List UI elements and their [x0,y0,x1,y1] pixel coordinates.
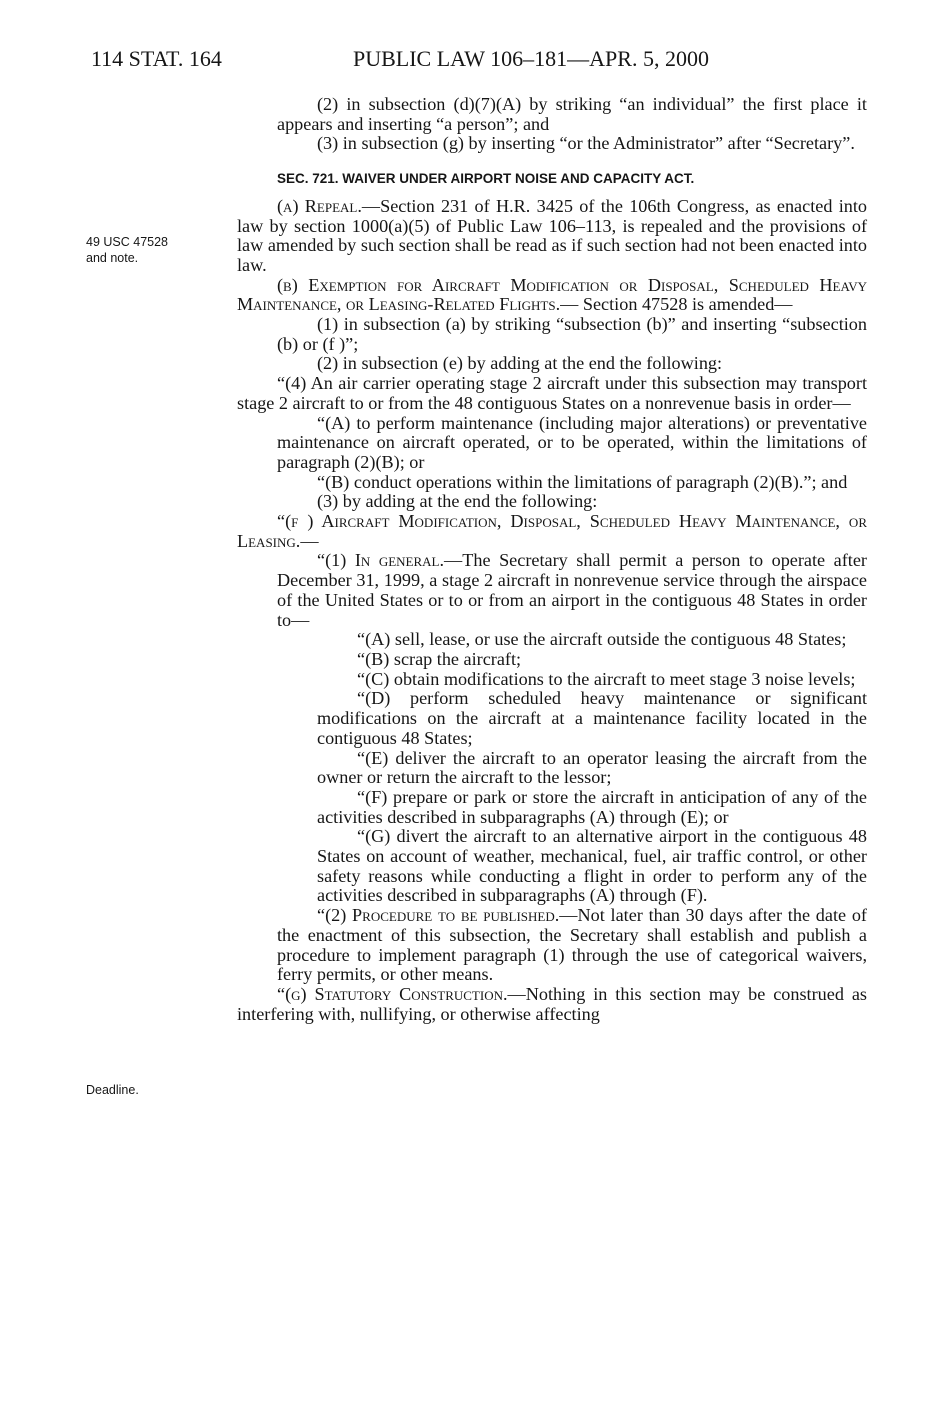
paragraph-g: (3) in subsection (g) by inserting “or the Administrator” after “Secretary”. [317,133,855,154]
paragraph-b1: (1) in subsection (a) by striking “subsection (b)” and inserting “subsection (b) or (f )”; [277,314,867,354]
paragraph-f1-heading: “(1) In general. [317,550,445,571]
subsection-a-heading: (a) Repeal. [277,195,362,216]
paragraph-d7a: (2) in subsection (d)(7)(A) by striking “an individual” the first place it appears and inserting “a person”; and [277,94,867,134]
quoted-subsection-f [237,512,867,551]
subsection-b-heading: (b) Exemption for Aircraft Modification or Disposal, Scheduled Heavy Maintenance, or Leasing-Related Flights. [237,274,867,315]
paragraph-f1-text: —The Secretary shall permit a person to operate after December 31, 1999, a stage 2 aircraft in nonrevenue service through the airspace of the United States or to or from an airport in the contiguous 48 States in order to— [277,550,867,630]
subparagraph-f-c: “(C) obtain modifications to the aircraft to meet stage 3 noise levels; [357,668,856,689]
subparagraph-f-g: “(G) divert the aircraft to an alternative airport in the contiguous 48 States on account of weather, mechanical, fuel, air traffic control, or other safety reasons while conducting a flight in order to perform any of the activities described in subparagraphs (A) through (F). [317,826,867,906]
subsection-f-dash: — [300,530,319,551]
quoted-subparagraph-4b: “(B) conduct operations within the limitations of paragraph (2)(B).”; and [317,471,848,492]
subparagraph-f-f: “(F) prepare or park or store the aircraft in anticipation of any of the activities described in subparagraphs (A) through (E); or [317,786,867,827]
quoted-paragraph-4: “(4) An air carrier operating stage 2 aircraft under this subsection may transport stage 2 aircraft to or from the 48 contiguous States on a nonrevenue basis in order— [237,373,867,413]
subsection-b [237,276,867,315]
paragraph-b3: (3) by adding at the end the following: [317,491,598,512]
subsection-f-heading: “(f ) Aircraft Modification, Disposal, Scheduled Heavy Maintenance, or Leasing. [237,511,867,551]
paragraph-b2: (2) in subsection (e) by adding at the end the following: [317,353,723,374]
statute-body [237,95,867,1024]
subsection-b-text: — Section 47528 is amended— [560,294,793,315]
subsection-a [237,197,867,276]
subsection-a-text: —Section 231 of H.R. 3425 of the 106th Congress, as enacted into law by section 1000(a)(5) of Public Law 106–113, is repealed and the provisions of law amended by such section shall be read as if such section had not been enacted into law. [237,195,867,275]
paragraph-f2-text: —Not later than 30 days after the date of the enactment of this subsection, the Secretary shall establish and publish a procedure to implement paragraph (1) through the use of categorical waivers, ferry permits, or other means. [277,905,867,985]
quoted-paragraph-f2 [237,906,867,985]
subparagraph-f-d: “(D) perform scheduled heavy maintenance or significant modifications on the aircraft at a maintenance facility located in the contiguous 48 States; [317,688,867,748]
margin-note-usc-citation: 49 USC 47528 [86,235,169,249]
running-title: PUBLIC LAW 106–181—APR. 5, 2000 [353,46,709,71]
subparagraph-f-b: “(B) scrap the aircraft; [357,648,522,669]
subparagraph-f-a: “(A) sell, lease, or use the aircraft outside the contiguous 48 States; [357,629,847,650]
subsection-g-heading: “(g) Statutory Construction. [277,983,508,1004]
paragraph-f2-heading: “(2) Procedure to be published. [317,905,560,926]
quoted-subsection-g [237,985,867,1024]
subsection-g-text: —Nothing in this section may be construed as interfering with, nullifying, or otherwise affecting [237,983,867,1024]
margin-note-usc [86,234,216,266]
section-heading: SEC. 721. WAIVER UNDER AIRPORT NOISE AND CAPACITY ACT. [277,171,695,187]
margin-note-usc-and-note: and note. [86,251,139,265]
quoted-paragraph-f1 [237,551,867,630]
quoted-subparagraph-4a: “(A) to perform maintenance (including major alterations) or preventative maintenance on aircraft operated, or to be operated, within the limitations of paragraph (2)(B); or [277,412,867,472]
page-stat-citation: 114 STAT. 164 [91,46,222,71]
subparagraph-f-e: “(E) deliver the aircraft to an operator leasing the aircraft from the owner or return the aircraft to the lessor; [317,747,867,788]
margin-note-deadline: Deadline. [86,1083,139,1097]
